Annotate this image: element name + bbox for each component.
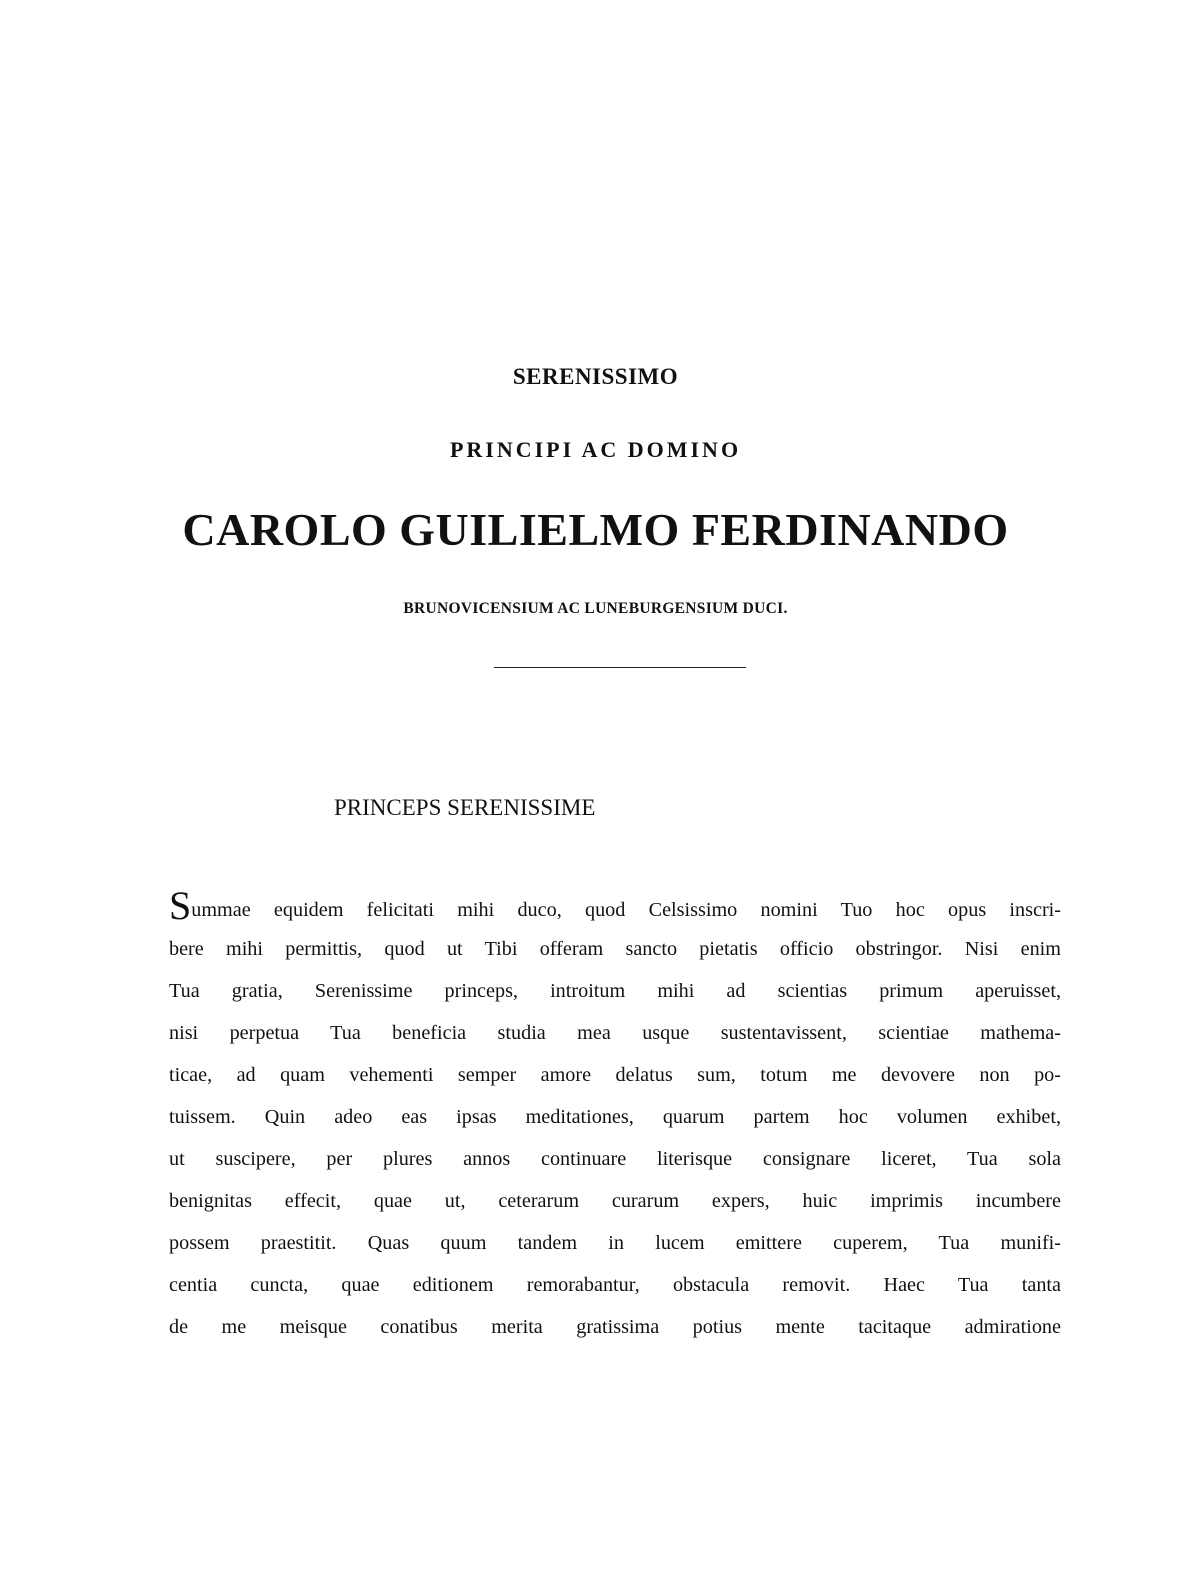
letter-line: bere mihi permittis, quod ut Tibi offeram sancto pietatis officio obstringor. Nisi enim bbox=[169, 938, 1061, 960]
salutation: PRINCEPS SERENISSIME bbox=[334, 795, 596, 820]
dedication-title: BRUNOVICENSIUM AC LUNEBURGENSIUM DUCI. bbox=[403, 600, 788, 617]
letter-line: benignitas effecit, quae ut, ceterarum curarum expers, huic imprimis incumbere bbox=[169, 1190, 1061, 1212]
horizontal-rule bbox=[494, 667, 746, 668]
dedication-line-principi: PRINCIPI AC DOMINO bbox=[449, 437, 742, 462]
dedication-line-serenissimo: SERENISSIMO bbox=[512, 364, 679, 389]
letter-line: Tua gratia, Serenissime princeps, introitum mihi ad scientias primum aperuisset, bbox=[169, 980, 1061, 1002]
letter-line: ticae, ad quam vehementi semper amore delatus sum, totum me devovere non po- bbox=[169, 1064, 1061, 1086]
letter-line: de me meisque conatibus merita gratissima potius mente tacitaque admiratione bbox=[169, 1316, 1061, 1338]
letter-line-text: ummae equidem felicitati mihi duco, quod Celsissimo nomini Tuo hoc opus inscri- bbox=[191, 899, 1061, 921]
letter-line: nisi perpetua Tua beneficia studia mea usque sustentavissent, scientiae mathema- bbox=[169, 1022, 1061, 1044]
letter-line: ut suscipere, per plures annos continuare literisque consignare liceret, Tua sola bbox=[169, 1148, 1061, 1170]
dedication-name: CAROLO GUILIELMO FERDINANDO bbox=[182, 504, 1009, 555]
letter-line bbox=[169, 886, 1061, 928]
letter-line: tuissem. Quin adeo eas ipsas meditationes, quarum partem hoc volumen exhibet, bbox=[169, 1106, 1061, 1128]
letter-body bbox=[169, 886, 1061, 1348]
letter-line: centia cuncta, quae editionem remorabantur, obstacula removit. Haec Tua tanta bbox=[169, 1274, 1061, 1296]
drop-cap: S bbox=[169, 886, 192, 928]
letter-line: possem praestitit. Quas quum tandem in lucem emittere cuperem, Tua munifi- bbox=[169, 1232, 1061, 1254]
